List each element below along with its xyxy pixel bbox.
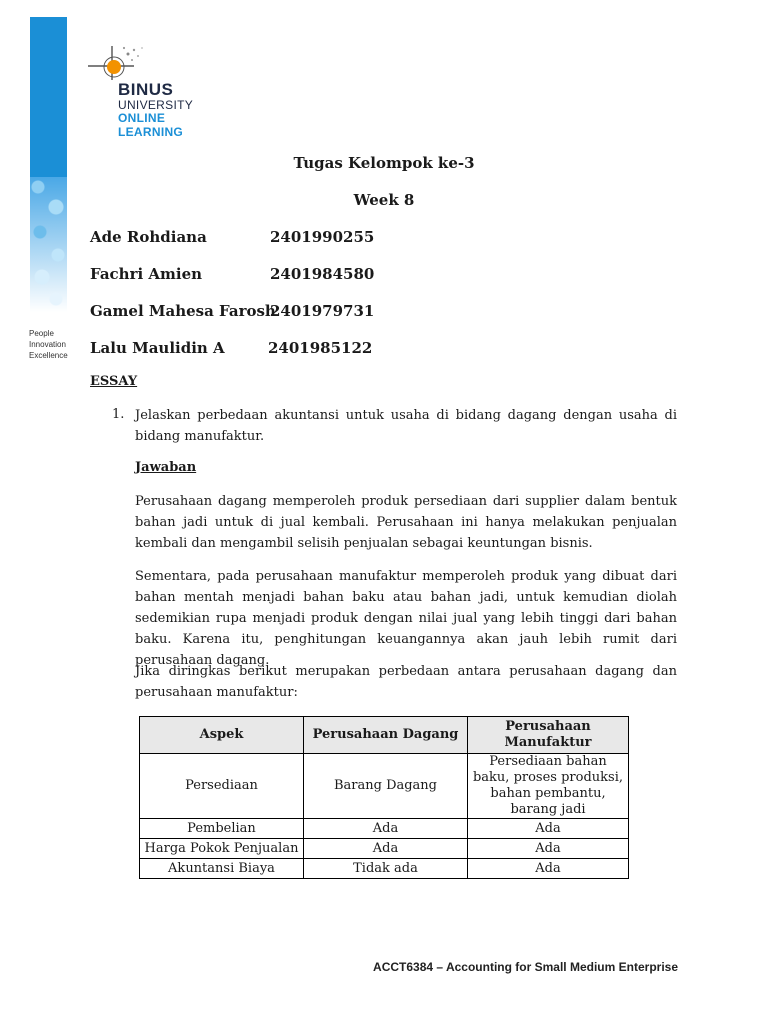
table-cell: Tidak ada <box>304 859 468 879</box>
logo-binus-text: BINUS <box>118 80 174 99</box>
table-row <box>140 859 629 879</box>
table-cell: Harga Pokok Penjualan <box>140 839 304 859</box>
question-number: 1. <box>112 407 125 422</box>
member-id: 2401984580 <box>270 265 375 283</box>
member-name: Gamel Mahesa Farosh <box>90 302 276 320</box>
comparison-table <box>139 716 629 879</box>
table-row <box>140 819 629 839</box>
footer-course-label: ACCT6384 – Accounting for Small Medium Enterprise <box>373 960 678 974</box>
table-cell: Ada <box>304 839 468 859</box>
table-cell: Ada <box>304 819 468 839</box>
logo-emblem-icon <box>88 40 148 80</box>
member-name: Ade Rohdiana <box>90 228 207 246</box>
table-row <box>140 754 629 819</box>
table-header-cell: Perusahaan Dagang <box>304 717 468 754</box>
member-id: 2401990255 <box>270 228 375 246</box>
logo-learning-text: LEARNING <box>118 125 184 139</box>
table-header-row <box>140 717 629 754</box>
essay-heading: ESSAY <box>90 374 138 389</box>
answer-paragraph: Sementara, pada perusahaan manufaktur memperoleh produk yang dibuat dari bahan mentah menjadi bahan baku atau bahan jadi, untuk kemudian diolah sedemikian rupa menjadi produk dengan nilai jual yang lebih tinggi dari bahan baku. Karena itu, penghitungan keuangannya akan jauh lebih rumit dari perusahaan dagang. <box>135 569 677 668</box>
logo-university-text: UNIVERSITY <box>118 98 194 112</box>
member-name: Fachri Amien <box>90 265 203 283</box>
member-name: Lalu Maulidin A <box>90 339 225 357</box>
table-cell: Persediaan <box>140 754 304 819</box>
binus-logo <box>84 38 204 143</box>
brand-tagline <box>29 328 68 361</box>
logo-online-text: ONLINE <box>118 111 166 125</box>
table-cell: Pembelian <box>140 819 304 839</box>
document-title: Tugas Kelompok ke-3 <box>293 154 475 172</box>
member-id: 2401985122 <box>268 339 373 357</box>
table-cell: Ada <box>468 859 629 879</box>
table-row <box>140 839 629 859</box>
answer-heading: Jawaban <box>135 460 197 475</box>
table-cell: Ada <box>468 839 629 859</box>
sidebar-brand-bar <box>30 17 67 177</box>
member-id: 2401979731 <box>270 302 375 320</box>
question-text: Jelaskan perbedaan akuntansi untuk usaha di bidang dagang dengan usaha di bidang manufaktur. <box>135 408 677 444</box>
table-cell: Persediaan bahan baku, proses produksi, bahan pembantu, barang jadi <box>468 754 629 819</box>
table-cell: Akuntansi Biaya <box>140 859 304 879</box>
answer-paragraph: Perusahaan dagang memperoleh produk persediaan dari supplier dalam bentuk bahan jadi untuk di jual kembali. Perusahaan ini hanya melakukan penjualan kembali dan mengambil selisih penjualan sebagai keuntungan bisnis. <box>135 494 677 551</box>
table-cell: Ada <box>468 819 629 839</box>
tagline-line: People <box>29 329 54 338</box>
week-label: Week 8 <box>353 191 415 209</box>
answer-paragraph: Jika diringkas berikut merupakan perbedaan antara perusahaan dagang dan perusahaan manufaktur: <box>135 664 677 700</box>
table-header-cell: Perusahaan Manufaktur <box>468 717 629 754</box>
table-cell: Barang Dagang <box>304 754 468 819</box>
table-header-cell: Aspek <box>140 717 304 754</box>
tagline-line: Excellence <box>29 351 68 360</box>
tagline-line: Innovation <box>29 340 66 349</box>
